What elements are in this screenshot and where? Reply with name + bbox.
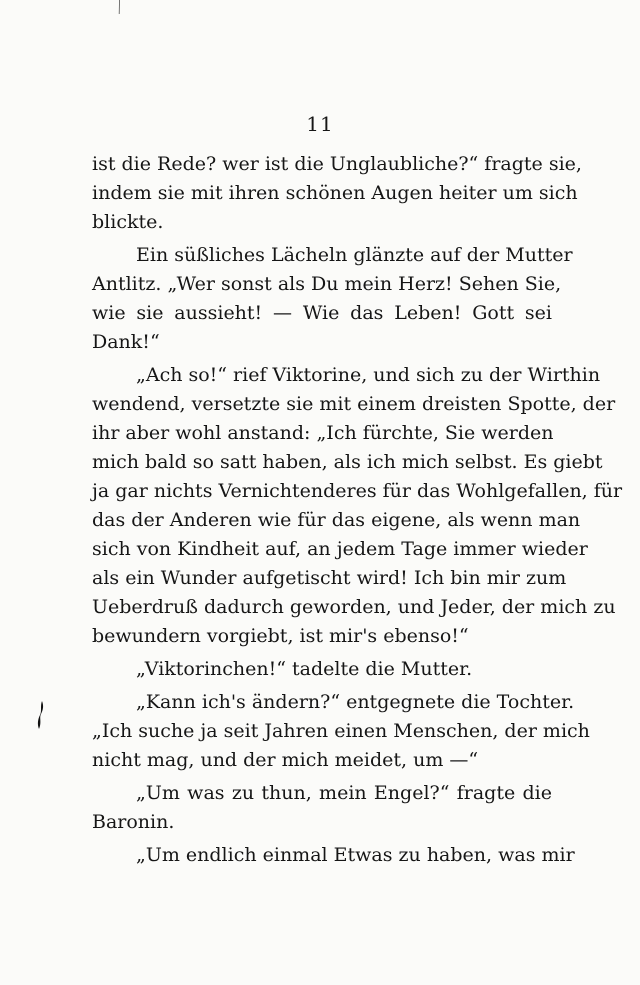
page-number: 11 bbox=[306, 112, 334, 136]
text-line: sich von Kindheit auf, an jedem Tage immer wieder bbox=[92, 538, 588, 560]
ink-blot bbox=[36, 700, 46, 730]
text-line: „Ich suche ja seit Jahren einen Menschen, der mich bbox=[92, 720, 590, 742]
text-line: „Kann ich's ändern?“ entgegnete die Tochter. bbox=[136, 691, 575, 713]
text-line: wendend, versetzte sie mit einem dreisten Spotte, der bbox=[92, 393, 616, 415]
text-line: nicht mag, und der mich meidet, um —“ bbox=[92, 749, 479, 771]
text-line: mich bald so satt haben, als ich mich selbst. Es giebt bbox=[92, 451, 603, 473]
text-line: Ein süßliches Lächeln glänzte auf der Mutter bbox=[136, 244, 573, 266]
text-line: das der Anderen wie für das eigene, als wenn man bbox=[92, 509, 581, 531]
margin-mark bbox=[118, 0, 121, 14]
text-line: blickte. bbox=[92, 211, 164, 233]
text-line: Antlitz. „Wer sonst als Du mein Herz! Sehen Sie, bbox=[92, 273, 562, 295]
text-line: ist die Rede? wer ist die Unglaubliche?“ fragte sie, bbox=[92, 153, 582, 175]
text-line: Dank!“ bbox=[92, 331, 160, 353]
text-line: als ein Wunder aufgetischt wird! Ich bin mir zum bbox=[92, 567, 567, 589]
text-line: bewundern vorgiebt, ist mir's ebenso!“ bbox=[92, 625, 469, 647]
text-line: „Ach so!“ rief Viktorine, und sich zu der Wirthin bbox=[136, 364, 601, 386]
text-line: ihr aber wohl anstand: „Ich fürchte, Sie werden bbox=[92, 422, 554, 444]
text-line: ja gar nichts Vernichtenderes für das Wohlgefallen, für bbox=[92, 480, 623, 502]
text-line: wie sie aussieht! — Wie das Leben! Gott sei bbox=[92, 302, 552, 324]
text-line: Ueberdruß dadurch geworden, und Jeder, der mich zu bbox=[92, 596, 616, 618]
text-line: „Um endlich einmal Etwas zu haben, was mir bbox=[136, 844, 575, 866]
text-line: „Viktorinchen!“ tadelte die Mutter. bbox=[136, 658, 473, 680]
text-line: „Um was zu thun, mein Engel?“ fragte die bbox=[136, 782, 552, 804]
text-line: indem sie mit ihren schönen Augen heiter um sich bbox=[92, 182, 578, 204]
text-line: Baronin. bbox=[92, 811, 175, 833]
